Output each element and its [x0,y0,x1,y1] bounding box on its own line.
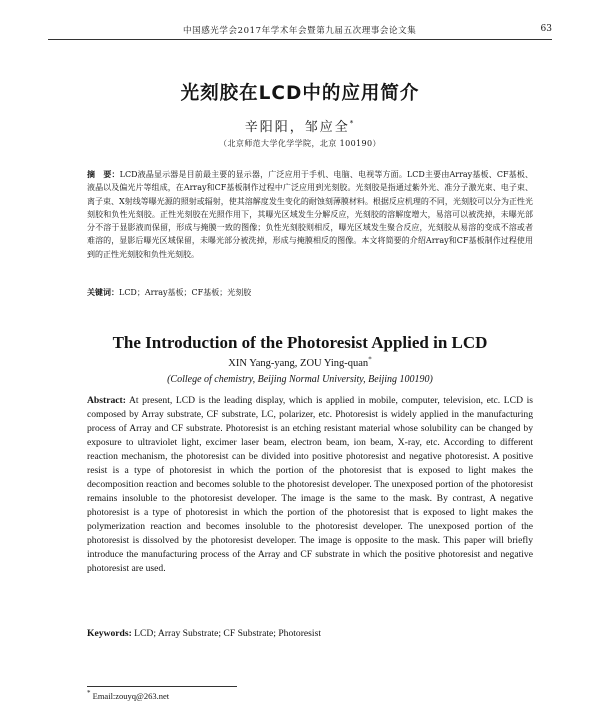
english-affiliation: (College of chemistry, Beijing Normal University, Beijing 100190) [167,374,433,385]
english-keywords-label: Keywords: [87,628,132,639]
footnote-divider [87,686,237,687]
chinese-authors [0,116,600,135]
running-title: 中国感光学会2017年学术年会暨第九届五次理事会论文集 [183,26,417,36]
footnote-mark: * [87,689,91,698]
english-keywords-text: LCD; Array Substrate; CF Substrate; Photoresist [134,628,321,639]
chinese-author-names: 辛阳阳，邹应全 [244,120,350,135]
english-author-mark: * [368,355,372,364]
page-number: 63 [540,24,552,34]
english-abstract-text: At present, LCD is the leading display, which is applied in mobile, computer, television, etc. LCD is composed by Array substrate, CF substrate, LC, polarizer, etc. Photoresist is widely applied in the manufacturing process of Array and CF substrate. Photoresist is an etching resistant material whose solubility can be changed by exposure to ultraviolet light, excimer laser beam, electron beam, ion beam, X-ray, etc. According to different reaction mechanism, the photoresist can be divided into positive photoresist and negative photoresist. A positive resist is a type of photoresist in which the portion of the photoresist that is exposed to light makes the decomposition reaction and becomes soluble to the photoresist developer. The unexposed portion of the photoresist remains insoluble to the photoresist developer. The image is the same to the mask. By contrast, A negative photoresist is a type of photoresist in which the portion of the photoresist that is exposed to light makes the polymerization reaction and becomes insoluble to the photoresist developer. The unexposed portion of the photoresist is dissolved by the photoresist developer. The image is opposite to the mask. This paper will briefly introduce the manufacturing process of the Array and CF substrate in which the positive photoresist and negative photoresist are used. [87,395,533,574]
english-author-names: XIN Yang-yang, ZOU Ying-quan [228,358,369,369]
chinese-title: 光刻胶在LCD中的应用简介 [180,83,420,104]
chinese-keywords [87,287,533,298]
chinese-affiliation: （北京师范大学化学学院，北京 100190） [219,139,381,148]
chinese-abstract [87,168,533,261]
chinese-abstract-label: 摘 要： [87,170,120,179]
footnote-email: Email:zouyq@263.net [92,691,170,701]
chinese-keywords-text: LCD；Array基板；CF基板；光刻胶 [119,288,252,297]
english-keywords [87,628,533,639]
english-abstract-label: Abstract: [87,395,126,406]
running-header [48,24,552,40]
chinese-abstract-text: LCD液晶显示器是目前最主要的显示器，广泛应用于手机、电脑、电视等方面。LCD主要由Array基板、CF基板、液晶以及偏光片等组成，在Array和CF基板制作过程中广泛应用到光刻胶。光刻胶是指通过紫外光、准分子激光束、电子束、离子束、X射线等曝光源的照射或辐射，使其溶解度发生变化的耐蚀刻薄膜材料。根据反应机理的不同，光刻胶可以分为正性光刻胶和负性光刻胶。正性光刻胶在光照作用下，其曝光区域发生分解反应，光刻胶的溶解度增大，易溶可以被洗掉，未曝光部分不溶于显影液而保留，形成与掩膜一致的图像；负性光刻胶则相反，曝光区域发生聚合反应，光刻胶从易溶的变成不溶或者难溶的，显影后曝光区域保留，未曝光部分被洗掉，形成与掩膜相反的图像。本文将简要的介绍Array和CF基板制作过程使用到的正性光刻胶和负性光刻胶。 [87,170,534,259]
chinese-author-mark: * [349,119,356,128]
footnote [87,691,169,701]
chinese-keywords-label: 关键词： [87,288,119,297]
english-title: The Introduction of the Photoresist Applied in LCD [112,333,488,352]
english-authors [0,355,600,369]
english-abstract [87,394,533,576]
